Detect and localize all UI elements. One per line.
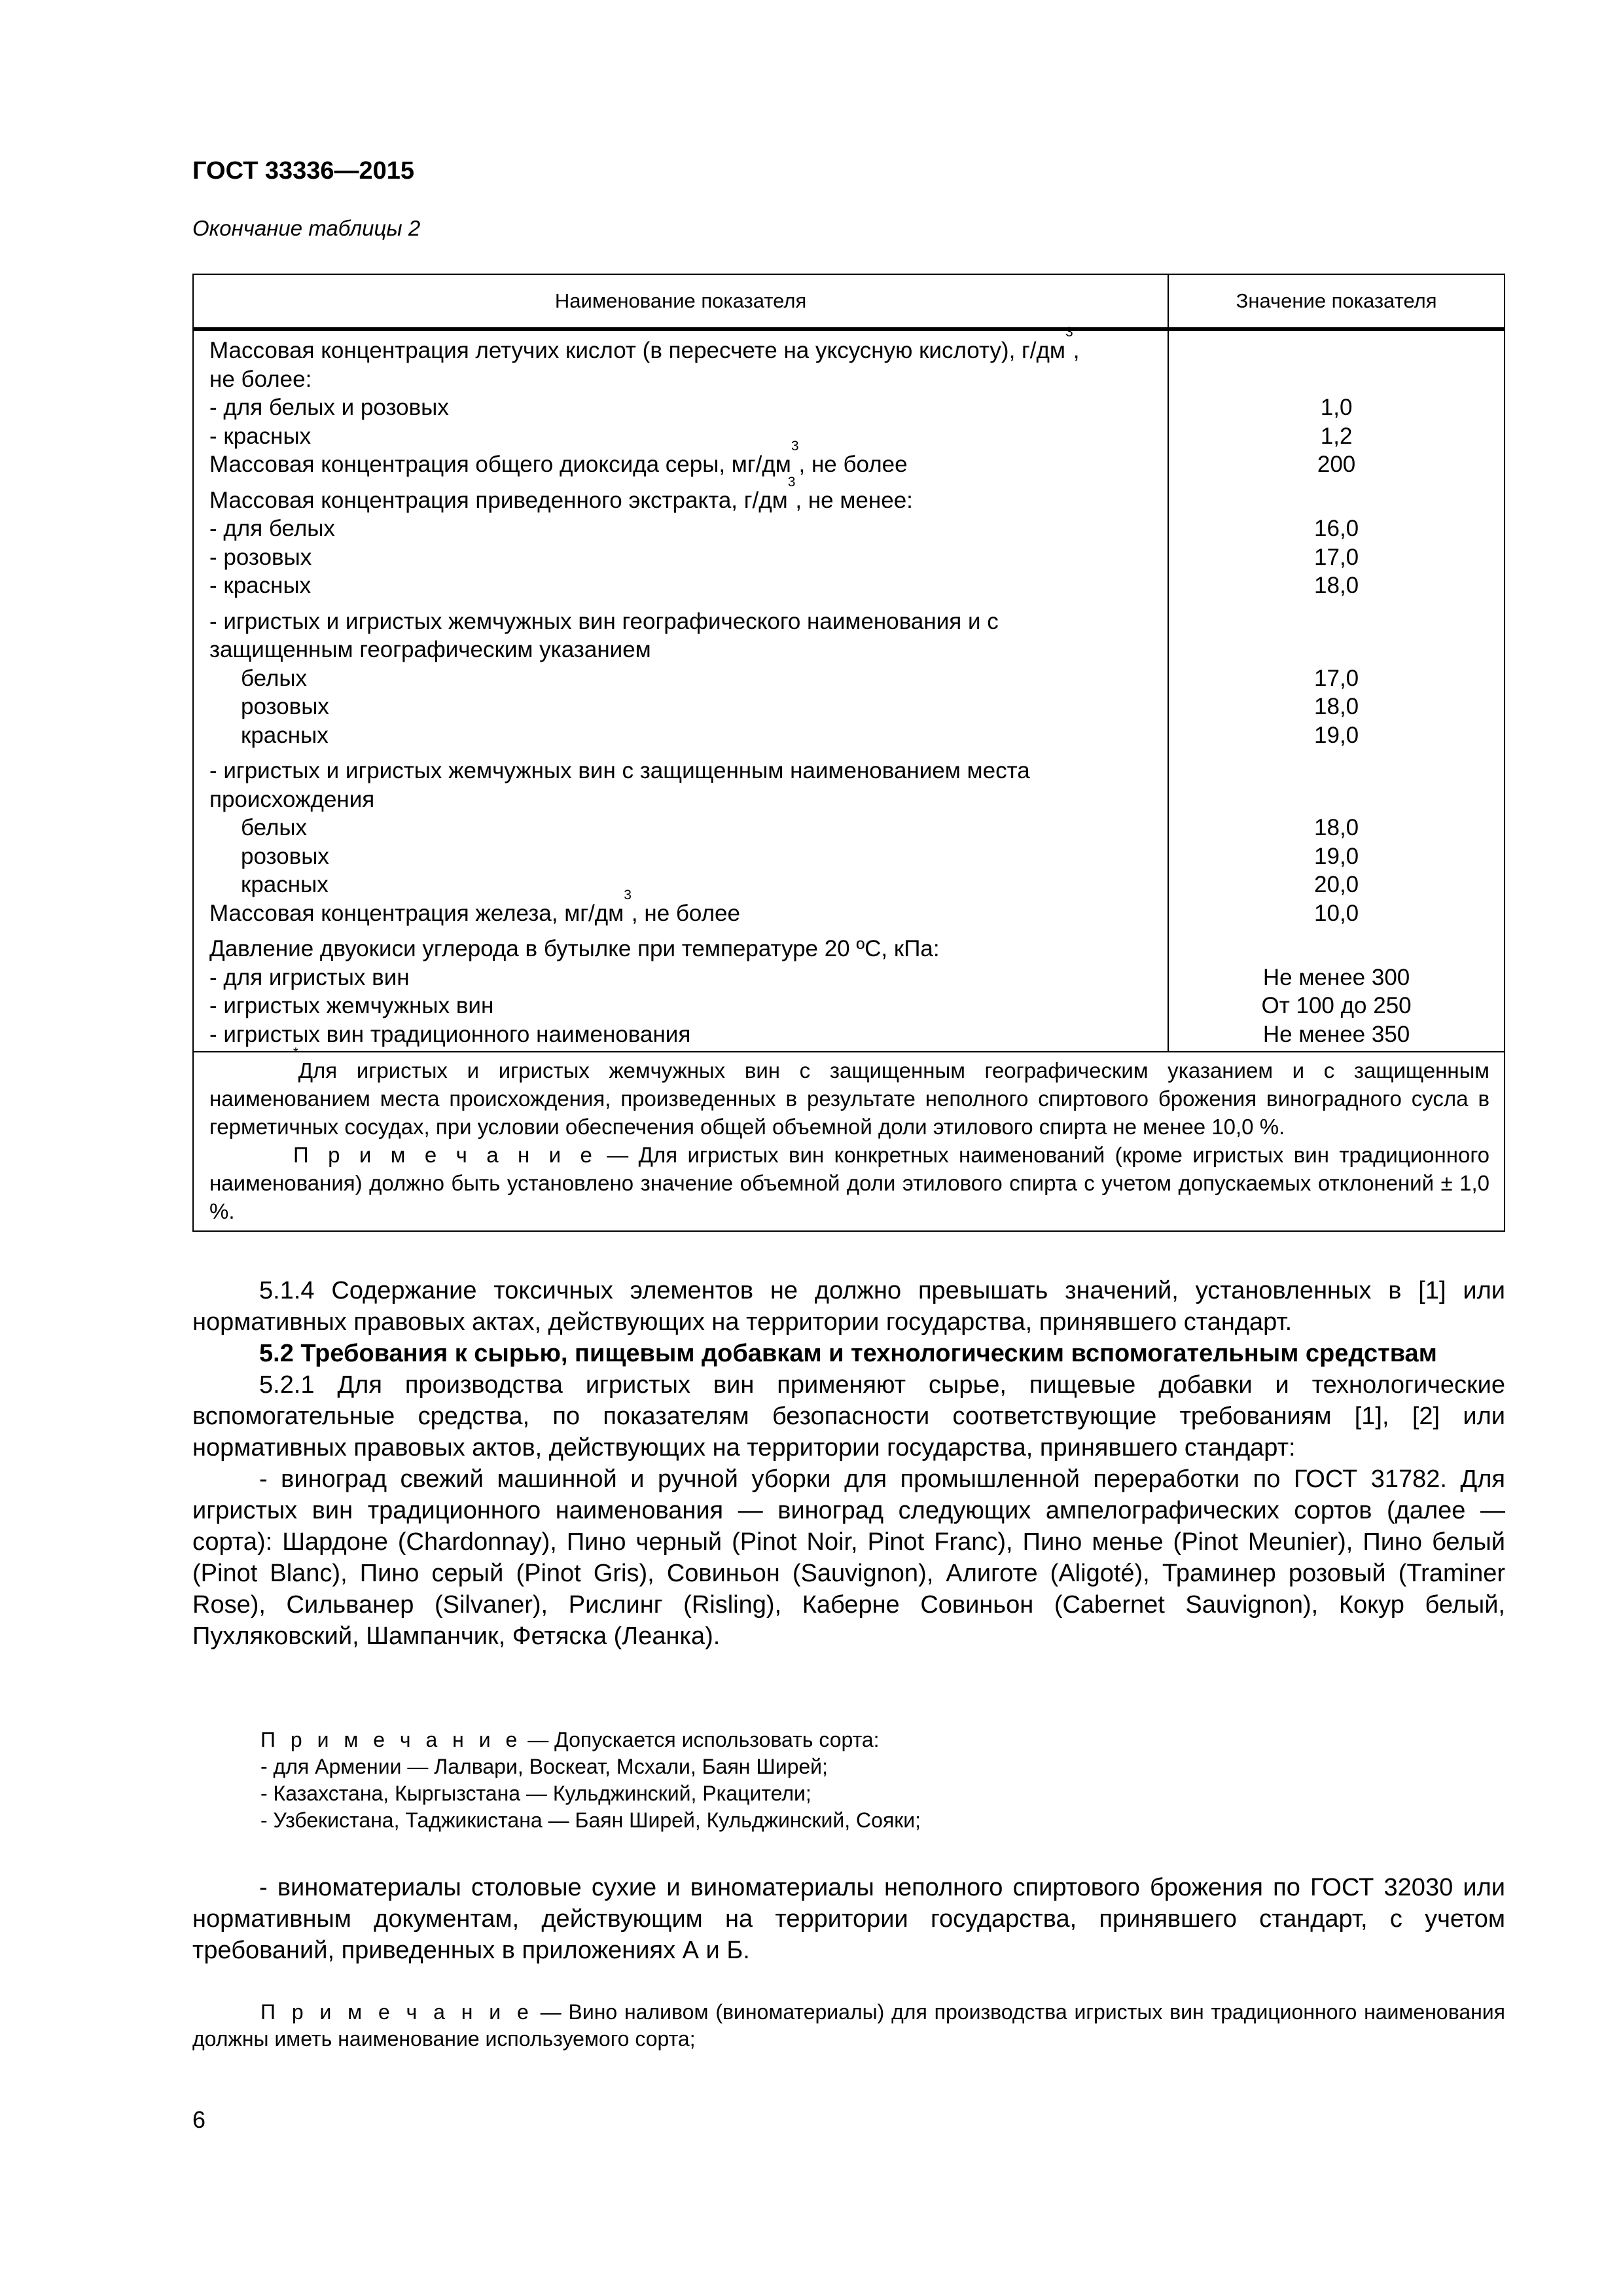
- indicator-values-cell: [1168, 329, 1505, 1052]
- geo-row-value: 17,0: [1314, 665, 1359, 691]
- pdo-title: - игристых и игристых жемчужных вин с защищенным наименованием места: [209, 758, 1030, 783]
- paragraph-5-2-1: 5.2.1 Для производства игристых вин применяют сырье, пищевые добавки и технологические вспомогательные средства, по показателям безопасности соответствующие требованиям [1], [2] или нормативных правовых актов, действующих на территории государства, принявшего стандарт:: [192, 1371, 1505, 1462]
- co2-row-label: - для игристых вин: [209, 964, 410, 990]
- table-footnote-cell: [193, 1045, 1505, 1231]
- co2-row-value: Не менее 350: [1262, 1021, 1410, 1047]
- co2-title: Давление двуокиси углерода в бутылке при температуре 20 ºС, кПа:: [209, 936, 940, 961]
- extract-title: Массовая концентрация приведенного экстракта, $г/дм^3$, не менее:: [209, 474, 913, 513]
- pdo-row-label: розовых: [241, 843, 329, 869]
- pdo-row-value: 19,0: [1314, 843, 1359, 869]
- volatile-acids-title: Массовая концентрация летучих кислот (в пересчете на уксусную кислоту), $г/дм^3$,: [209, 325, 1080, 363]
- iron-label: Массовая концентрация железа, $мг/дм^3$, не более: [209, 887, 740, 926]
- extract-row-label: - для белых: [209, 516, 335, 541]
- so2-label: Массовая концентрация общего диоксида серы, $мг/дм^3$, не более: [209, 439, 908, 477]
- extract-row-value: 17,0: [1314, 544, 1359, 570]
- note-list-item: - Казахстана, Кыргызстана — Кульджинский, Ркацители;: [260, 1782, 812, 1805]
- co2-row-value: От 100 до 250: [1261, 993, 1412, 1018]
- table-footnote-row: [193, 1052, 1505, 1231]
- column-header-name: Наименование показателя: [193, 274, 1168, 329]
- pdo-title-cont: происхождения: [209, 786, 375, 812]
- indicators-table: [192, 274, 1505, 1232]
- paragraph-wine-materials: - виноматериалы столовые сухие и виноматериалы неполного спиртового брожения по ГОСТ 32030 или нормативным документам, действующим на территории государства, принявшего стандарт, с учетом требований, приведенных в приложениях А и Б.: [192, 1874, 1505, 1964]
- geo-row-label: белых: [241, 665, 308, 691]
- geo-title-cont: защищенным географическим указанием: [209, 637, 651, 662]
- table-header-row: [193, 274, 1505, 329]
- table-continuation-caption: Окончание таблицы 2: [192, 216, 421, 240]
- table-footnote: *Для игристых и игристых жемчужных вин с защищенным географическим указанием и с защищенным наименованием места происхождения, произведенных в результате неполного спиртового брожения виноградного сусла в герметичных сосудах, при условии обеспечения общей объемной доли этилового спирта не менее 10,0 %.: [209, 1045, 1489, 1139]
- column-header-value: Значение показателя: [1168, 274, 1505, 329]
- note-allowed-varieties: [192, 1727, 1505, 1834]
- iron-value: 10,0: [1314, 900, 1359, 926]
- volatile-row-value: 1,2: [1320, 423, 1353, 449]
- note-allowed-varieties-head: П р и м е ч а н и е — Допускается использовать сорта:: [260, 1728, 880, 1751]
- pdo-row-label: белых: [241, 815, 308, 840]
- paragraph-5-1-4: 5.1.4 Содержание токсичных элементов не должно превышать значений, установленных в [1] или нормативных правовых актах, действующих на территории государства, принявшего стандарт.: [192, 1277, 1505, 1336]
- geo-row-label: розовых: [241, 694, 329, 719]
- table-note: П р и м е ч а н и е — Для игристых вин конкретных наименований (кроме игристых вин традиционного наименования) должно быть установлено значение объемной доли этилового спирта с учетом допускаемых отклонений ± 1,0 %.: [209, 1143, 1489, 1223]
- co2-row-label: - игристых жемчужных вин: [209, 993, 494, 1018]
- section-text-lower: [192, 1872, 1505, 1966]
- note-bulk-wine-text: П р и м е ч а н и е — Вино наливом (виноматериалы) для производства игристых вин традиционного наименования должны иметь наименование используемого сорта;: [192, 2000, 1506, 2051]
- geo-title: - игристых и игристых жемчужных вин географического наименования и с: [209, 608, 999, 634]
- note-bulk-wine: [192, 1999, 1505, 2053]
- geo-row-label: красных: [241, 722, 329, 748]
- page-number: 6: [192, 2106, 206, 2133]
- volatile-row-label: - для белых и розовых: [209, 395, 449, 420]
- note-list-item: - Узбекистана, Таджикистана — Баян Ширей, Кульджинский, Сояки;: [260, 1808, 921, 1832]
- so2-value: 200: [1317, 452, 1356, 477]
- extract-row-value: 18,0: [1314, 573, 1359, 598]
- section-text-upper: [192, 1275, 1505, 1652]
- table-body-row: [193, 329, 1505, 1052]
- standard-header: ГОСТ 33336—2015: [192, 157, 415, 185]
- volatile-row-label: - красных: [209, 423, 312, 449]
- paragraph-grape-varieties: - виноград свежий машинной и ручной уборки для промышленной переработки по ГОСТ 31782. Для игристых вин традиционного наименования — виноград следующих ампелографических сортов (далее — сорта): Шардоне (Chardonnay), Пино черный (Pinot Noir, Pinot Franc), Пино менье (Pinot Meunier), Пино белый (Pinot Blanc), Пино серый (Pinot Gris), Совиньон (Sauvignon), Алиготе (Aligoté), Траминер розовый (Traminer Rose), Сильванер (Silvaner), Рислинг (Risling), Каберне Совиньон (Cabernet Sauvignon), Кокур белый, Пухляковский, Шампанчик, Фетяска (Леанка).: [192, 1465, 1505, 1650]
- geo-row-value: 18,0: [1314, 694, 1359, 719]
- pdo-row-label: красных: [241, 872, 329, 897]
- note-list-item: - для Армении — Лалвари, Воскеат, Мсхали, Баян Ширей;: [260, 1755, 828, 1778]
- volatile-acids-title-cont: не более:: [209, 366, 312, 392]
- indicator-names-cell: [193, 325, 1168, 1052]
- co2-row-value: Не менее 300: [1262, 964, 1410, 990]
- extract-row-label: - красных: [209, 573, 312, 598]
- volatile-row-value: 1,0: [1320, 395, 1353, 420]
- extract-row-value: 16,0: [1314, 516, 1359, 541]
- pdo-row-value: 20,0: [1314, 872, 1359, 897]
- extract-row-label: - розовых: [209, 544, 312, 570]
- heading-5-2: 5.2 Требования к сырью, пищевым добавкам и технологическим вспомогательным средствам: [259, 1340, 1437, 1367]
- geo-row-value: 19,0: [1314, 722, 1359, 748]
- co2-row-label: - игристых вин традиционного наименования: [209, 1021, 691, 1047]
- pdo-row-value: 18,0: [1314, 815, 1359, 840]
